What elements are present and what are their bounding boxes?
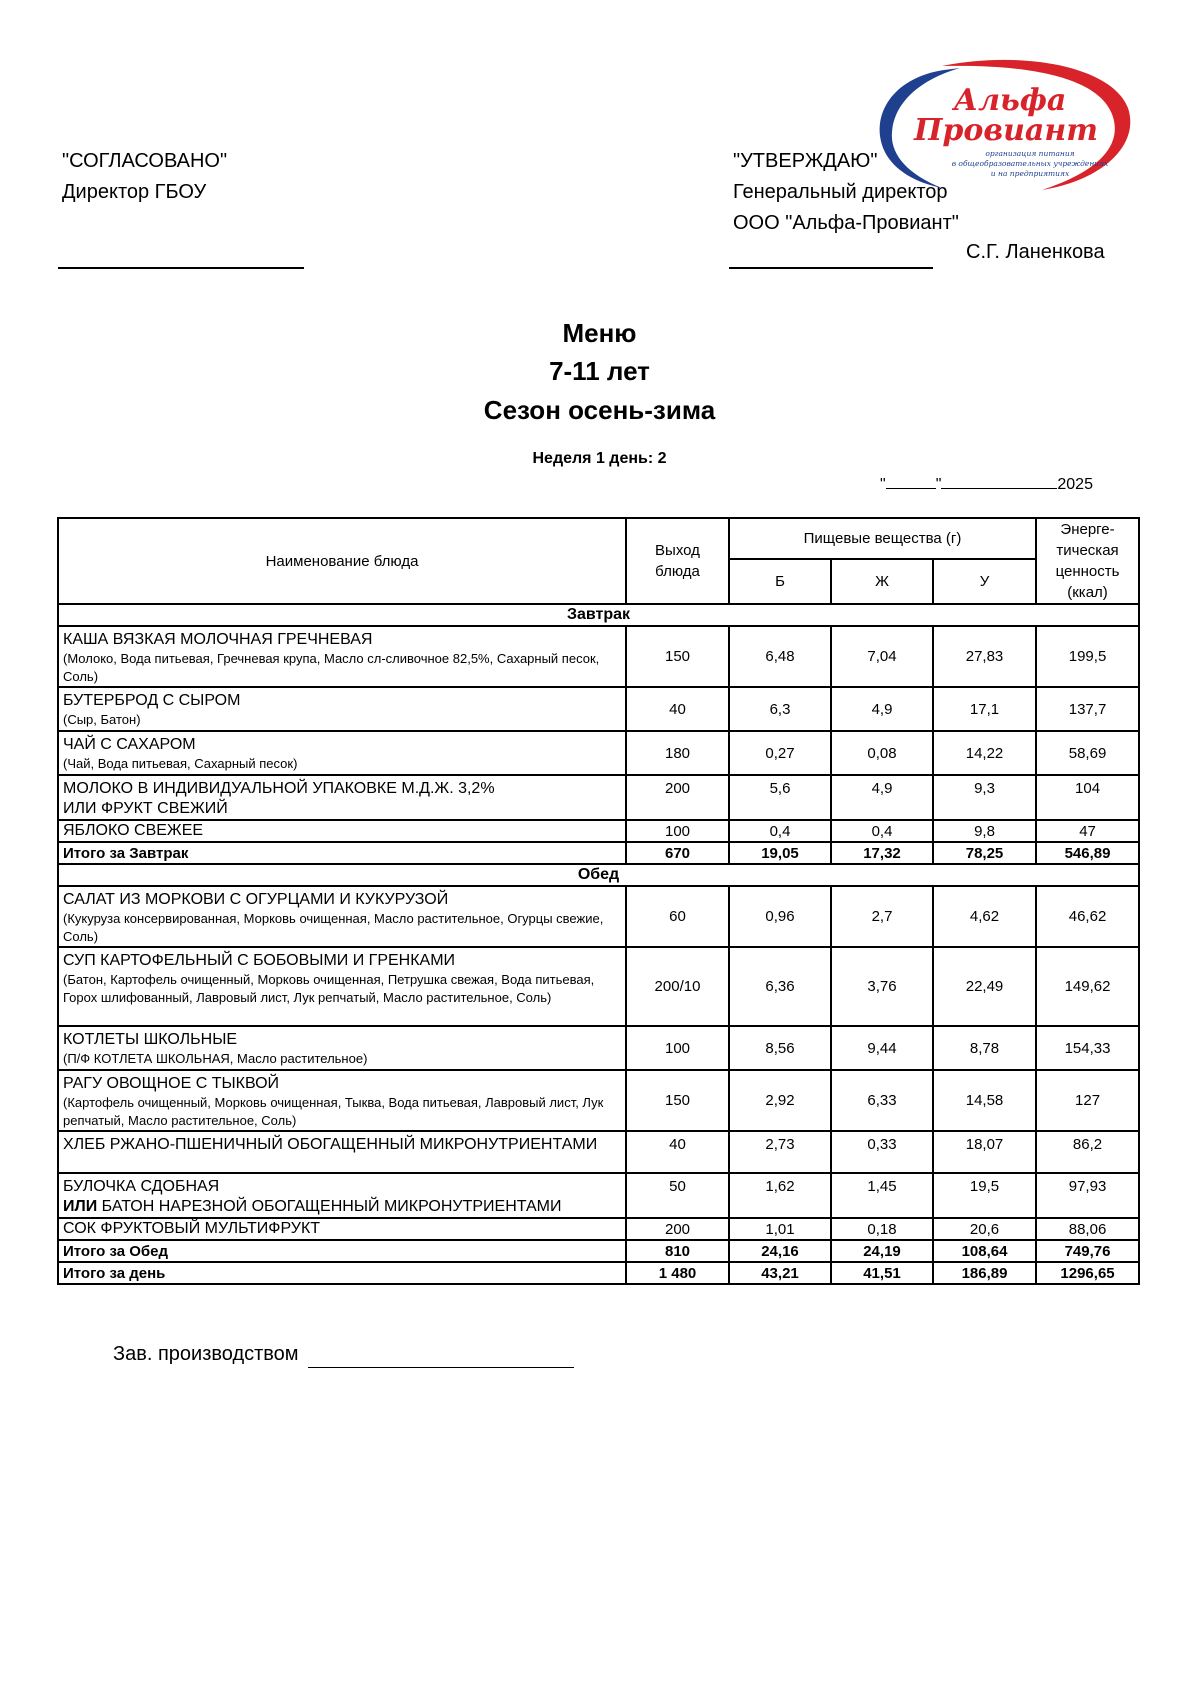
approval-right-heading: "УТВЕРЖДАЮ" [733, 150, 878, 172]
date-month-blank [941, 474, 1057, 489]
dish-name: БУЛОЧКА СДОБНАЯ [63, 1178, 220, 1195]
dish-cell [58, 775, 626, 820]
approval-left-heading: "СОГЛАСОВАНО" [62, 150, 228, 172]
total-kcal: 1296,65 [1036, 1262, 1139, 1284]
total-carb: 186,89 [933, 1262, 1036, 1284]
yield-cell: 60 [626, 886, 729, 947]
carb-cell: 9,3 [933, 775, 1036, 820]
date-day-blank [886, 474, 936, 489]
dish-cell [58, 1026, 626, 1070]
dish-ingredients: (Сыр, Батон) [63, 712, 141, 727]
dish-cell [58, 820, 626, 842]
protein-cell: 6,3 [729, 687, 831, 731]
section-title: Завтрак [58, 604, 1139, 626]
dish-cell [58, 731, 626, 775]
fat-cell: 9,44 [831, 1026, 933, 1070]
carb-cell: 19,5 [933, 1173, 1036, 1218]
kcal-cell: 104 [1036, 775, 1139, 820]
kcal-cell: 86,2 [1036, 1131, 1139, 1173]
title-season: Сезон осень-зима [483, 395, 716, 425]
date-quote-close: " [935, 476, 942, 493]
carb-cell: 9,8 [933, 820, 1036, 842]
carb-cell: 14,22 [933, 731, 1036, 775]
table-row [58, 947, 1139, 1026]
fat-cell: 0,08 [831, 731, 933, 775]
protein-cell: 0,27 [729, 731, 831, 775]
header-energy: Энерге-тическая ценность (ккал) [1036, 518, 1139, 604]
kcal-cell: 154,33 [1036, 1026, 1139, 1070]
table-row [58, 687, 1139, 731]
table-row [58, 820, 1139, 842]
protein-cell: 0,4 [729, 820, 831, 842]
dish-ingredients: (Чай, Вода питьевая, Сахарный песок) [63, 756, 298, 771]
week-day: Неделя 1 день: 2 [532, 450, 667, 467]
dish-cell [58, 1218, 626, 1240]
total-yield: 670 [626, 842, 729, 864]
approval-left-position: Директор ГБОУ [62, 181, 207, 203]
dish-name: КАША ВЯЗКАЯ МОЛОЧНАЯ ГРЕЧНЕВАЯ [63, 631, 373, 648]
carb-cell: 22,49 [933, 947, 1036, 1026]
table-row [58, 1218, 1139, 1240]
table-row [58, 1026, 1139, 1070]
table-row [58, 886, 1139, 947]
yield-cell: 150 [626, 626, 729, 687]
fat-cell: 6,33 [831, 1070, 933, 1131]
fat-cell: 2,7 [831, 886, 933, 947]
dish-ingredients: (П/Ф КОТЛЕТА ШКОЛЬНАЯ, Масло растительное) [63, 1051, 368, 1066]
dish-cell [58, 886, 626, 947]
carb-cell: 14,58 [933, 1070, 1036, 1131]
dish-cell [58, 1070, 626, 1131]
kcal-cell: 97,93 [1036, 1173, 1139, 1218]
dish-name-alt [63, 1197, 621, 1217]
protein-cell: 8,56 [729, 1026, 831, 1070]
dish-name: МОЛОКО В ИНДИВИДУАЛЬНОЙ УПАКОВКЕ М.Д.Ж. 3,2% [63, 780, 495, 797]
date-quote-open: " [880, 476, 886, 493]
dish-cell [58, 626, 626, 687]
date-field [880, 474, 1093, 494]
logo-text-1: Альфа [953, 83, 1067, 118]
carb-cell: 18,07 [933, 1131, 1036, 1173]
approval-left [62, 146, 227, 208]
approval-right-position: Генеральный директор [733, 181, 948, 203]
total-label: Итого за Завтрак [58, 842, 626, 864]
dish-name: РАГУ ОВОЩНОЕ С ТЫКВОЙ [63, 1075, 280, 1092]
title-age: 7-11 лет [549, 356, 650, 386]
dish-ingredients: (Батон, Картофель очищенный, Морковь очищенная, Петрушка свежая, Вода питьевая, Горох шлифованный, Лавровый лист, Лук репчатый, Масло растительное, Соль) [63, 972, 595, 1005]
carb-cell: 27,83 [933, 626, 1036, 687]
footer-label: Зав. производством [113, 1343, 299, 1365]
protein-cell: 2,92 [729, 1070, 831, 1131]
total-protein: 24,16 [729, 1240, 831, 1262]
table-row [58, 731, 1139, 775]
title-menu: Меню [562, 318, 637, 348]
fat-cell: 0,4 [831, 820, 933, 842]
yield-cell: 100 [626, 820, 729, 842]
dish-name: ЯБЛОКО СВЕЖЕЕ [63, 822, 204, 839]
total-row-lunch [58, 1240, 1139, 1262]
section-lunch [58, 864, 1139, 886]
menu-table [57, 517, 1140, 1285]
fat-cell: 4,9 [831, 775, 933, 820]
yield-cell: 200 [626, 775, 729, 820]
approval-right-company: ООО "Альфа-Провиант" [733, 212, 959, 234]
kcal-cell: 46,62 [1036, 886, 1139, 947]
total-protein: 43,21 [729, 1262, 831, 1284]
yield-cell: 100 [626, 1026, 729, 1070]
yield-cell: 50 [626, 1173, 729, 1218]
kcal-cell: 127 [1036, 1070, 1139, 1131]
table-header-row-1 [58, 518, 1139, 559]
total-protein: 19,05 [729, 842, 831, 864]
total-row-breakfast [58, 842, 1139, 864]
table-row [58, 1131, 1139, 1173]
protein-cell: 1,62 [729, 1173, 831, 1218]
dish-name: КОТЛЕТЫ ШКОЛЬНЫЕ [63, 1031, 238, 1048]
dish-ingredients: (Кукуруза консервированная, Морковь очищенная, Масло растительное, Огурцы свежие, Соль) [63, 911, 604, 944]
dish-name: ХЛЕБ РЖАНО-ПШЕНИЧНЫЙ ОБОГАЩЕННЫЙ МИКРОНУТРИЕНТАМИ [63, 1136, 598, 1153]
total-carb: 108,64 [933, 1240, 1036, 1262]
logo-tagline-1: организация питания [985, 149, 1075, 158]
kcal-cell: 149,62 [1036, 947, 1139, 1026]
date-year: 2025 [1057, 476, 1093, 493]
dish-cell [58, 947, 626, 1026]
header-name: Наименование блюда [58, 518, 626, 604]
total-fat: 41,51 [831, 1262, 933, 1284]
total-yield: 810 [626, 1240, 729, 1262]
section-title: Обед [58, 864, 1139, 886]
dish-cell [58, 1131, 626, 1173]
carb-cell: 4,62 [933, 886, 1036, 947]
dish-name-alt: ИЛИ ФРУКТ СВЕЖИЙ [63, 800, 228, 817]
header-b: Б [729, 559, 831, 604]
total-row-day [58, 1262, 1139, 1284]
fat-cell: 0,18 [831, 1218, 933, 1240]
fat-cell: 1,45 [831, 1173, 933, 1218]
header-zh: Ж [831, 559, 933, 604]
kcal-cell: 88,06 [1036, 1218, 1139, 1240]
dish-ingredients: (Картофель очищенный, Морковь очищенная, Тыква, Вода питьевая, Лавровый лист, Лук репчатый, Масло растительное, Соль) [63, 1095, 604, 1128]
kcal-cell: 199,5 [1036, 626, 1139, 687]
yield-cell: 180 [626, 731, 729, 775]
dish-ingredients: (Молоко, Вода питьевая, Гречневая крупа, Масло сл-сливочное 82,5%, Сахарный песок, Соль) [63, 651, 600, 684]
dish-cell [58, 1173, 626, 1218]
protein-cell: 1,01 [729, 1218, 831, 1240]
protein-cell: 5,6 [729, 775, 831, 820]
logo-text-2: Провиант [914, 113, 1098, 148]
dish-name: САЛАТ ИЗ МОРКОВИ С ОГУРЦАМИ И КУКУРУЗОЙ [63, 891, 449, 908]
carb-cell: 17,1 [933, 687, 1036, 731]
carb-cell: 20,6 [933, 1218, 1036, 1240]
yield-cell: 150 [626, 1070, 729, 1131]
signatory-name: С.Г. Ланенкова [966, 241, 1105, 263]
kcal-cell: 137,7 [1036, 687, 1139, 731]
carb-cell: 8,78 [933, 1026, 1036, 1070]
protein-cell: 0,96 [729, 886, 831, 947]
fat-cell: 3,76 [831, 947, 933, 1026]
fat-cell: 4,9 [831, 687, 933, 731]
total-fat: 24,19 [831, 1240, 933, 1262]
fat-cell: 7,04 [831, 626, 933, 687]
company-logo [872, 56, 1134, 198]
dish-name: БУТЕРБРОД С СЫРОМ [63, 692, 241, 709]
kcal-cell: 47 [1036, 820, 1139, 842]
alt-dish-name: БАТОН НАРЕЗНОЙ ОБОГАЩЕННЫЙ МИКРОНУТРИЕНТАМИ [97, 1198, 562, 1215]
section-breakfast [58, 604, 1139, 626]
dish-name: СОК ФРУКТОВЫЙ МУЛЬТИФРУКТ [63, 1220, 321, 1237]
table-row [58, 1070, 1139, 1131]
table-row [58, 626, 1139, 687]
fat-cell: 0,33 [831, 1131, 933, 1173]
protein-cell: 6,48 [729, 626, 831, 687]
logo-tagline-3: и на предприятиях [990, 169, 1070, 178]
protein-cell: 2,73 [729, 1131, 831, 1173]
total-carb: 78,25 [933, 842, 1036, 864]
yield-cell: 200/10 [626, 947, 729, 1026]
total-label: Итого за день [58, 1262, 626, 1284]
dish-name: ЧАЙ С САХАРОМ [63, 736, 196, 753]
header-nutrients: Пищевые вещества (г) [729, 518, 1036, 559]
logo-tagline-2: в общеобразовательных учреждениях [951, 159, 1109, 168]
total-label: Итого за Обед [58, 1240, 626, 1262]
or-word: ИЛИ [63, 1198, 98, 1215]
yield-cell: 40 [626, 687, 729, 731]
total-fat: 17,32 [831, 842, 933, 864]
dish-name: СУП КАРТОФЕЛЬНЫЙ С БОБОВЫМИ И ГРЕНКАМИ [63, 952, 456, 969]
header-u: У [933, 559, 1036, 604]
table-row [58, 775, 1139, 820]
yield-cell: 40 [626, 1131, 729, 1173]
signature-line-left [58, 267, 304, 269]
signature-line-right [729, 267, 933, 269]
protein-cell: 6,36 [729, 947, 831, 1026]
footer-signature-line [308, 1367, 574, 1368]
table-row [58, 1173, 1139, 1218]
total-yield: 1 480 [626, 1262, 729, 1284]
kcal-cell: 58,69 [1036, 731, 1139, 775]
dish-cell [58, 687, 626, 731]
total-kcal: 749,76 [1036, 1240, 1139, 1262]
header-yield: Выход блюда [626, 518, 729, 604]
yield-cell: 200 [626, 1218, 729, 1240]
total-kcal: 546,89 [1036, 842, 1139, 864]
